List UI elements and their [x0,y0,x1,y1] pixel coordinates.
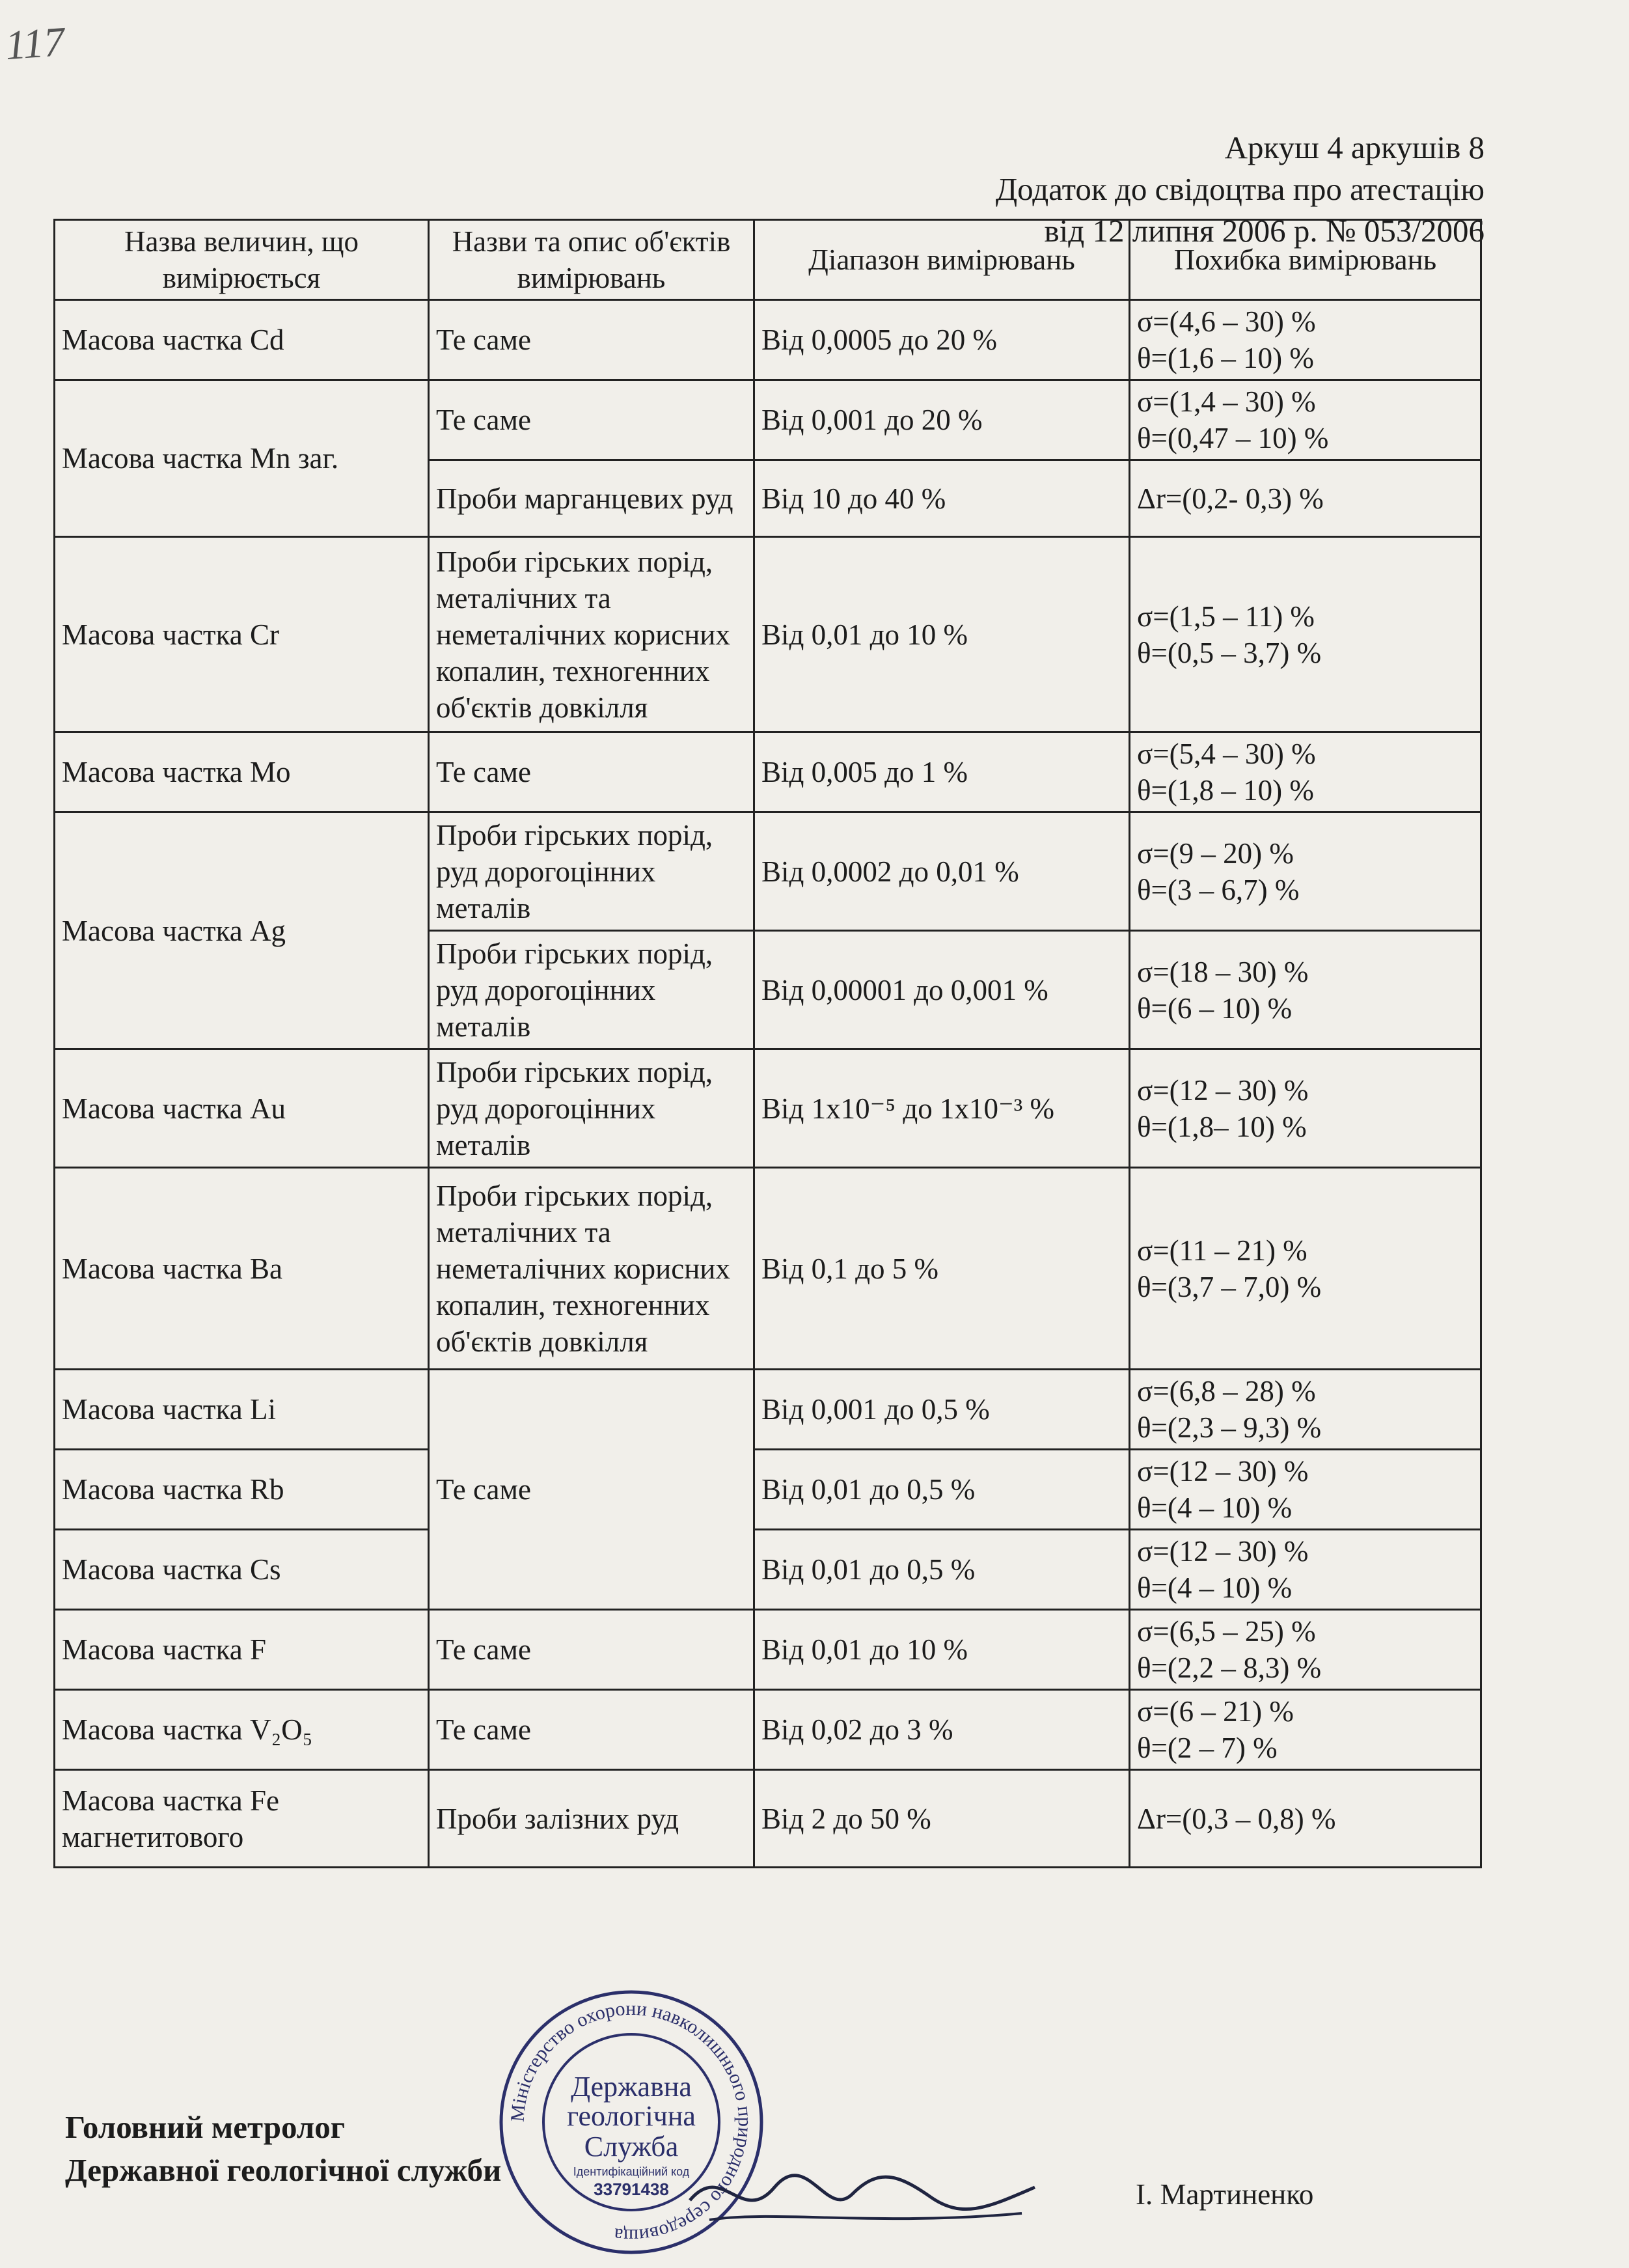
cell-object: Те саме [429,1690,754,1770]
header-error: Похибка вимірювань [1130,220,1481,300]
signature-title-line1: Головний метролог [65,2109,346,2145]
table-row [55,1168,1481,1370]
stamp-ring-text: Міністерство охорони навколишнього природного середовища [506,1997,756,2247]
cell-quantity: Масова частка V₂O₅ [55,1690,429,1770]
table-row [55,1370,1481,1450]
cell-range: Від 0,001 до 0,5 % [754,1370,1130,1450]
cell-range: Від 2 до 50 % [754,1770,1130,1868]
cell-object: Те саме [429,1610,754,1690]
cell-quantity: Масова частка Cs [55,1530,429,1610]
stamp-center-line1: Державна [571,2071,692,2103]
cell-quantity: Масова частка Cr [55,537,429,732]
table-row [55,732,1481,812]
signature-name: І. Мартиненко [1136,2178,1314,2211]
cell-error: σ=(11 – 21) % θ=(3,7 – 7,0) % [1130,1168,1481,1370]
header-range: Діапазон вимірювань [754,220,1130,300]
cell-error: σ=(12 – 30) % θ=(4 – 10) % [1130,1530,1481,1610]
signature-block [65,2106,501,2192]
header-date-line: від 12 липня 2006 р. № 053/2006 [1044,213,1485,249]
cell-error: σ=(12 – 30) % θ=(1,8– 10) % [1130,1049,1481,1168]
table-row [55,1450,1481,1530]
stamp-id-label: Ідентифікаційний код [573,2165,690,2178]
cell-quantity: Масова частка Rb [55,1450,429,1530]
cell-error: σ=(1,4 – 30) % θ=(0,47 – 10) % [1130,380,1481,460]
cell-range: Від 0,01 до 0,5 % [754,1530,1130,1610]
measurement-table [53,219,1482,1868]
cell-quantity: Масова частка Au [55,1049,429,1168]
header-object: Назви та опис об'єктів вимірювань [429,220,754,300]
page-number: 117 [3,18,66,69]
cell-quantity: Масова частка Cd [55,300,429,380]
cell-quantity: Масова частка F [55,1610,429,1690]
table-row [55,812,1481,931]
cell-error: σ=(6 – 21) % θ=(2 – 7) % [1130,1690,1481,1770]
cell-error: σ=(4,6 – 30) % θ=(1,6 – 10) % [1130,300,1481,380]
cell-error: σ=(9 – 20) % θ=(3 – 6,7) % [1130,812,1481,931]
cell-quantity: Масова частка Ba [55,1168,429,1370]
stamp-center-line2: геологічна [567,2100,696,2132]
cell-range: Від 0,00001 до 0,001 % [754,931,1130,1049]
cell-error: Δr=(0,3 – 0,8) % [1130,1770,1481,1868]
cell-range: Від 0,1 до 5 % [754,1168,1130,1370]
cell-range: Від 10 до 40 % [754,460,1130,537]
cell-object: Проби гірських порід, руд дорогоцінних металів [429,1049,754,1168]
cell-object: Проби гірських порід, руд дорогоцінних металів [429,812,754,931]
cell-object: Те саме [429,1370,754,1610]
cell-object: Проби гірських порід, металічних та неметалічних корисних копалин, техногенних об'єктів довкілля [429,537,754,732]
table-header-row [55,220,1481,300]
cell-object: Те саме [429,300,754,380]
handwritten-signature [683,2148,1048,2252]
cell-range: Від 1x10⁻⁵ до 1x10⁻³ % [754,1049,1130,1168]
cell-object: Проби гірських порід, металічних та неметалічних корисних копалин, техногенних об'єктів довкілля [429,1168,754,1370]
cell-range: Від 0,01 до 10 % [754,537,1130,732]
table-row [55,1690,1481,1770]
cell-range: Від 0,0005 до 20 % [754,300,1130,380]
cell-error: σ=(1,5 – 11) % θ=(0,5 – 3,7) % [1130,537,1481,732]
cell-quantity: Масова частка Fe магнетитового [55,1770,429,1868]
cell-range: Від 0,0002 до 0,01 % [754,812,1130,931]
table-row [55,1530,1481,1610]
cell-range: Від 0,01 до 10 % [754,1610,1130,1690]
table-row [55,537,1481,732]
cell-range: Від 0,01 до 0,5 % [754,1450,1130,1530]
header-appendix-line: Додаток до свідоцтва про атестацію [995,171,1485,207]
table-row [55,1049,1481,1168]
cell-object: Проби марганцевих руд [429,460,754,537]
cell-object: Проби гірських порід, руд дорогоцінних металів [429,931,754,1049]
table-row [55,1610,1481,1690]
cell-error: σ=(6,5 – 25) % θ=(2,2 – 8,3) % [1130,1610,1481,1690]
cell-error: Δr=(0,2- 0,3) % [1130,460,1481,537]
cell-error: σ=(6,8 – 28) % θ=(2,3 – 9,3) % [1130,1370,1481,1450]
stamp-center-line3: Служба [584,2131,679,2163]
cell-range: Від 0,02 до 3 % [754,1690,1130,1770]
table-row [55,1770,1481,1868]
cell-object: Те саме [429,732,754,812]
cell-quantity: Масова частка Mn заг. [55,380,429,537]
cell-quantity: Масова частка Ag [55,812,429,1049]
header-sheet-line: Аркуш 4 аркушів 8 [1224,130,1485,165]
cell-error: σ=(18 – 30) % θ=(6 – 10) % [1130,931,1481,1049]
cell-range: Від 0,005 до 1 % [754,732,1130,812]
cell-quantity: Масова частка Mo [55,732,429,812]
signature-title-line2: Державної геологічної служби [65,2152,502,2188]
cell-object: Те саме [429,380,754,460]
cell-error: σ=(5,4 – 30) % θ=(1,8 – 10) % [1130,732,1481,812]
stamp-id-code: 33791438 [594,2179,669,2199]
table-row [55,300,1481,380]
header-quantity: Назва величин, що вимірюється [55,220,429,300]
table-row [55,380,1481,460]
cell-error: σ=(12 – 30) % θ=(4 – 10) % [1130,1450,1481,1530]
cell-object: Проби залізних руд [429,1770,754,1868]
cell-range: Від 0,001 до 20 % [754,380,1130,460]
cell-quantity: Масова частка Li [55,1370,429,1450]
